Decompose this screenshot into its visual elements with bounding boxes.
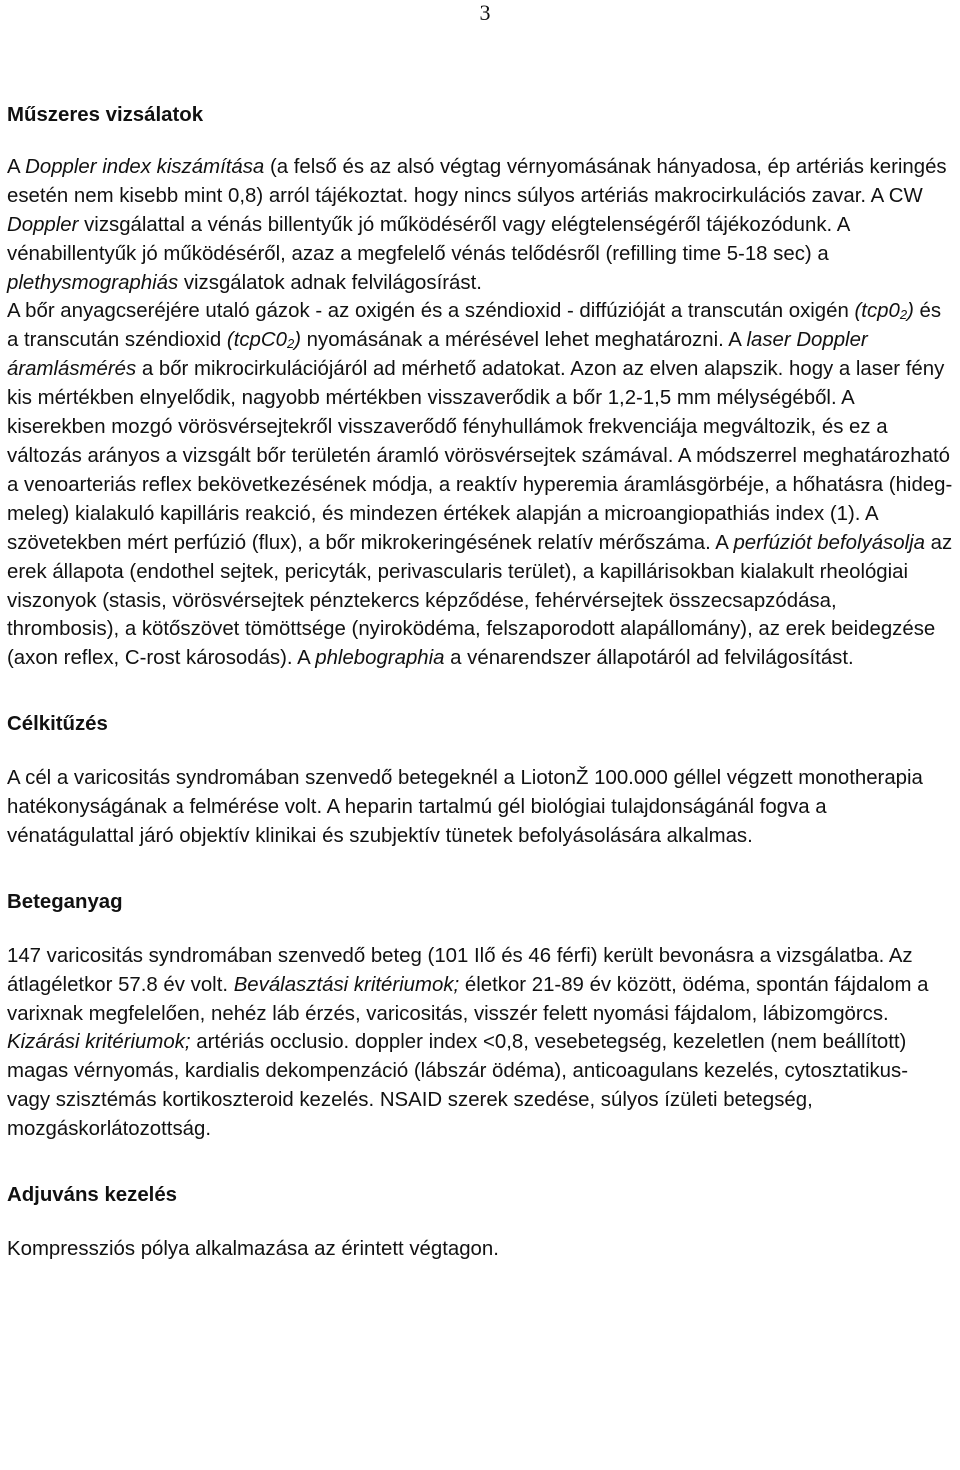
paragraph-muszeres: A Doppler index kiszámítása (a felső és az alsó végtag vérnyomásának hányadosa, ép artériás keringés esetén nem kisebb mint 0,8) arról tájékoztat. hogy nincs súlyos artériás makrocirkulációs zavar. A CW Doppler vizsgálattal a vénás billentyűk jó működéséről vagy elégtelenségéről tájékozódunk. A vénabillentyűk jó működéséről, azaz a megfelelő vénás telődésről (refilling time 5-18 sec) a plethysmographiás vizsgálatok adnak felvilágosírást. A bőr anyagcseréjére utaló gázok - az oxigén és a széndioxid - diffúzióját a transcután oxigén $(tcp0_2)$ és a transcután széndioxid $(tcpC0_2)$ nyomásának a mérésével lehet meghatározni. A laser Doppler áramlásmérés a bőr mikrocirkulációjáról ad mérhető adatokat. Azon az elven alapszik. hogy a laser fény kis mértékben elnyelődik, nagyobb mértékben visszaverődik a bőr 1,2-1,5 mm mélységéből. A kiserekben mozgó vörösvérsejtekről visszaverődő fényhullámok frekvenciája megváltozik, és ez a változás arányos a vizsgált bőr területén áramló vörösvérsejtek számával. A módszerrel meghatározható a venoarteriás reflex bekövetkezésének módja, a reaktív hyperemia áramlásgörbéje, a hőhatásra (hideg-meleg) kialakuló kapilláris reakció, és mindezen értékek alapján a microangiopathiás index (1). A szövetekben mért perfúzió (flux), a bőr mikrokeringésének relatív mérőszáma. A perfúziót befolyásolja az erek állapota (endothel sejtek, pericyták, perivascularis terület), a kapillárisokban kialakult rheológiai viszonyok (stasis, vörösvérsejtek pénztekercs képződése, fehérvérsejtek összecsapzódása, thrombosis), a kötőszövet tömöttsége (nyiroködéma, felszaporodott alapállomány), az erek beidegzése (axon reflex, C-rost károsodás). A phlebographia a vénarendszer állapotáról ad felvilágosítást. (7, 155, 953, 670)
section-heading-adjuvans: Adjuváns kezelés (7, 1184, 178, 1207)
section-heading-celkituzes: Célkitűzés (7, 713, 108, 736)
section-heading-beteganyag: Beteganyag (7, 890, 123, 913)
paragraph-adjuvans: Kompressziós pólya alkalmazása az érintett végtagon. (7, 1238, 499, 1260)
section-heading-muszeres: Műszeres vizsálatok (7, 104, 204, 126)
paragraph-celkituzes: A cél a varicositás syndromában szenvedő betegeknél a LiotonŽ 100.000 géllel végzett monotherapia hatékonyságának a felmérése volt. A heparin tartalmú gél biológiai tulajdonságánál fogva a vénatágulattal járó objektív klinikai és szubjektív tünetek befolyásolására alkalmas. (7, 767, 923, 847)
page-content (7, 101, 953, 1264)
page-number: 3 (479, 0, 491, 25)
paragraph-beteganyag: 147 varicositás syndromában szenvedő beteg (101 Ilő és 46 férfi) került bevonásra a vizsgálatba. Az átlagéletkor 57.8 év volt. Beválasztási kritériumok; életkor 21-89 év között, ödéma, spontán fájdalom a varixnak megfelelően, nehéz láb érzés, varicositás, visszér felett nyomási fájdalom, lábizomgörcs. Kizárási kritériumok; artériás occlusio. doppler index <0,8, vesebetegség, kezeletlen (nem beállított) magas vérnyomás, kardialis dekompenzáció (lábszár ödéma), anticoagulans kezelés, cytosztatikus- vagy szisztémás kortikoszteroid kezelés. NSAID szerek szedése, súlyos ízületi betegség, mozgáskorlátozottság. (7, 944, 929, 1141)
